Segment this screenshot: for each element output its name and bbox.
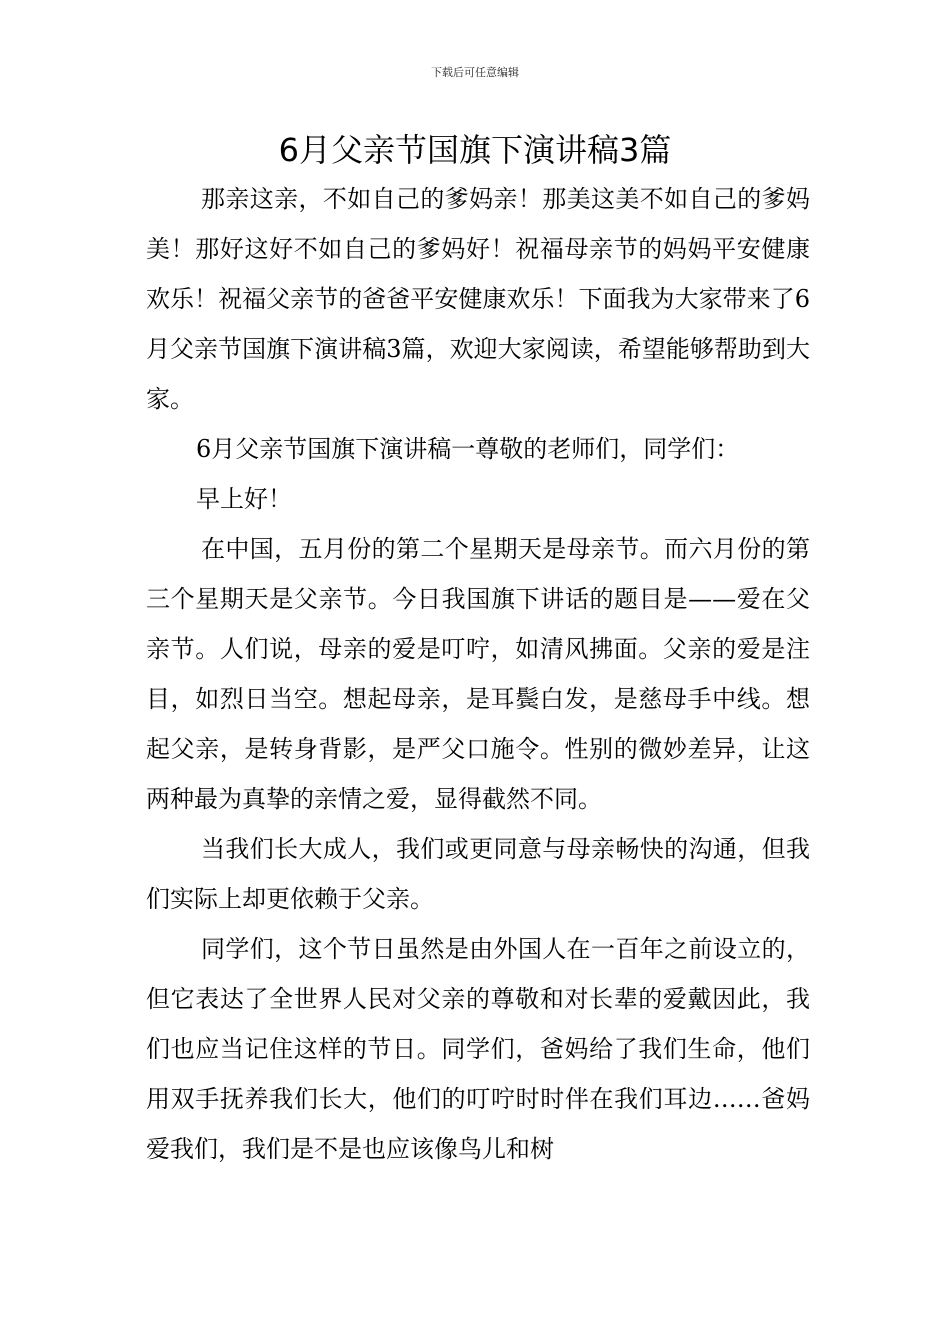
paragraph-intro: 那亲这亲，不如自己的爹妈亲！那美这美不如自己的爹妈美！那好这好不如自己的爹妈好！祝福母亲节的妈妈平安健康欢乐！祝福父亲节的爸爸平安健康欢乐！下面我为大家带来了6月父亲节国旗下演讲稿3篇，欢迎大家阅读，希望能够帮助到大家。: [146, 185, 810, 413]
document-title: 6月父亲节国旗下演讲稿3篇: [278, 131, 672, 169]
paragraph-body-2: 当我们长大成人，我们或更同意与母亲畅快的沟通，但我们实际上却更依赖于父亲。: [146, 835, 810, 913]
header-note: 下载后可任意编辑: [431, 66, 519, 79]
paragraph-body-3: 同学们，这个节日虽然是由外国人在一百年之前设立的，但它表达了全世界人民对父亲的尊敬和对长辈的爱戴因此，我们也应当记住这样的节日。同学们，爸妈给了我们生命，他们用双手抚养我们长大，他们的叮咛时时伴在我们耳边……爸妈爱我们，我们是不是也应该像鸟儿和树: [146, 935, 810, 1163]
paragraph-body-1: 在中国，五月份的第二个星期天是母亲节。而六月份的第三个星期天是父亲节。今日我国旗下讲话的题目是——爱在父亲节。人们说，母亲的爱是叮咛，如清风拂面。父亲的爱是注目，如烈日当空。想起母亲，是耳鬓白发，是慈母手中线。想起父亲，是转身背影，是严父口施令。性别的微妙差异，让这两种最为真挚的亲情之爱，显得截然不同。: [146, 535, 810, 813]
paragraph-greeting: 早上好！: [196, 485, 292, 513]
paragraph-speech-heading: 6月父亲节国旗下演讲稿一尊敬的老师们，同学们：: [196, 435, 740, 463]
document-body: [146, 174, 810, 1174]
